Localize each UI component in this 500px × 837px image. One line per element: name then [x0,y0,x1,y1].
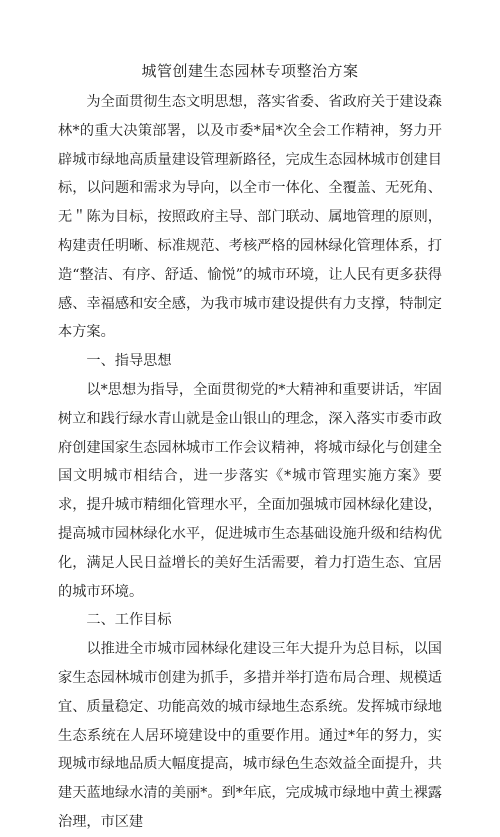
document-body [58,88,442,837]
document-title: 城管创建生态园林专项整治方案 [141,62,359,80]
section-heading-work-goals: 二、工作目标 [86,612,172,629]
intro-paragraph: 为全面贯彻生态文明思想，落实省委、省政府关于建设森林*的重大决策部署，以及市委*届*次全会工作精神，努力开辟城市绿地高质量建设管理新路径，完成生态园林城市创建目标，以问题和需求为导向，以全市一体化、全覆盖、无死角、无＂陈为目标，按照政府主导、部门联动、属地管理的原则，构建责任明晰、标准规范、考核严格的园林绿化管理体系，打造“整洁、有序、舒适、愉悦”的城市环境，让人民有更多获得感、幸福感和安全感，为我市城市建设提供有力支撑，特制定本方案。 [58,94,442,341]
guiding-ideology-paragraph: 以*思想为指导，全面贯彻党的*大精神和重要讲话，牢固树立和践行绿水青山就是金山银山的理念，深入落实市委市政府创建国家生态园林城市工作会议精神，将城市绿化与创建全国文明城市相结合，进一步落实《*城市管理实施方案》要求，提升城市精细化管理水平，全面加强城市园林绿化建设，提高城市园林绿化水平，促进城市生态基础设施升级和结构优化，满足人民日益增长的美好生活需要，着力打造生态、宜居的城市环境。 [58,381,442,600]
work-goals-paragraph: 以推进全市城市园林绿化建设三年大提升为总目标，以国家生态园林城市创建为抓手，多措并举打造布局合理、规模适宜、质量稳定、功能高效的城市绿地生态系统。发挥城市绿地生态系统在人居环境建设中的重要作用。通过*年的努力，实现城市绿地品质大幅度提高，城市绿色生态效益全面提升，共建天蓝地绿水清的美丽*。到*年底，完成城市绿地中黄土裸露治理，市区建 [58,641,442,830]
section-heading-guiding-ideology: 一、指导思想 [86,353,172,370]
